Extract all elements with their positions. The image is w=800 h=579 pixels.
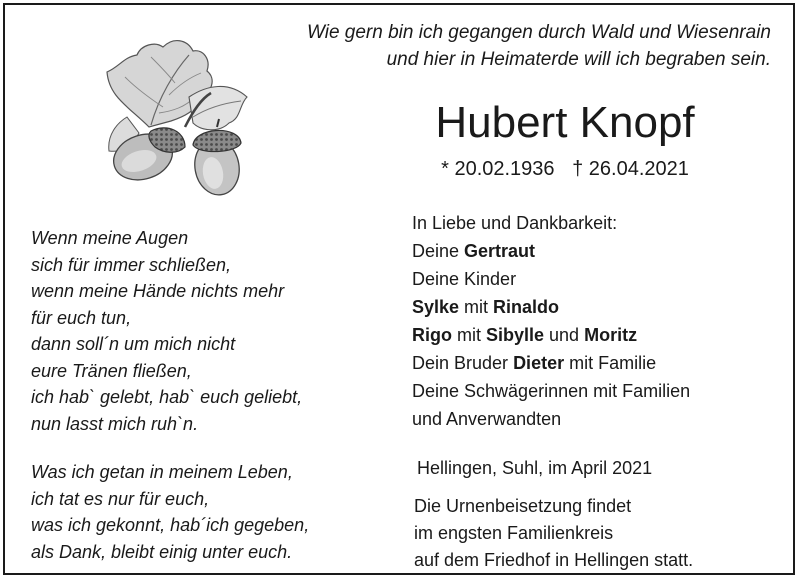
mourner-name: Moritz (584, 325, 638, 345)
burial-notice (414, 493, 794, 574)
mourner-text: Deine (412, 241, 465, 261)
poem-stanza-1 (31, 225, 391, 437)
poem-line: wenn meine Hände nichts mehr (31, 281, 285, 301)
mourner-line: Deine Kinder (412, 269, 517, 289)
mourner-line (412, 293, 792, 321)
birth-date: * 20.02.1936 (441, 158, 555, 180)
poem-line: ich tat es nur für euch, (31, 488, 210, 509)
motto-line: Wie gern bin ich gegangen durch Wald und Wiesenrain (306, 22, 771, 43)
poem-line: Was ich getan in meinem Leben, (31, 462, 293, 482)
mourner-line: Deine Schwägerinnen mit Familien (412, 381, 691, 401)
poem-line: für euch tun, (31, 307, 132, 328)
mourner-line: und Anverwandten (412, 409, 562, 429)
poem-line: sich für immer schließen, (31, 254, 232, 275)
mourner-name: Sibylle (486, 325, 545, 345)
mourner-line (412, 349, 792, 377)
poem-line: was ich gekonnt, hab´ich gegeben, (31, 515, 310, 535)
mourner-name: Gertraut (464, 241, 536, 261)
mourners-list (412, 209, 792, 433)
poem-line: Wenn meine Augen (31, 228, 189, 248)
poem-line: dann soll´n um mich nicht (31, 334, 236, 354)
place-date: Hellingen, Suhl, im April 2021 (417, 458, 653, 478)
mourner-text: mit (459, 297, 494, 317)
burial-line: im engsten Familienkreis (414, 523, 614, 543)
burial-line: auf dem Friedhof in Hellingen statt. (414, 550, 694, 570)
mourner-text: mit (452, 325, 486, 345)
life-dates (365, 155, 765, 183)
obituary-notice (3, 3, 795, 575)
burial-line: Die Urnenbeisetzung findet (414, 496, 632, 516)
death-date: † 26.04.2021 (572, 158, 689, 180)
mourner-name: Rigo (412, 325, 452, 345)
mourner-name: Dieter (513, 353, 565, 373)
motto-verse (211, 19, 771, 73)
mourner-text: mit Familie (564, 353, 657, 373)
mourners-intro: In Liebe und Dankbarkeit: (412, 213, 618, 233)
mourner-line (412, 237, 792, 265)
poem-stanza-2 (31, 459, 391, 565)
mourner-text: Dein Bruder (412, 353, 514, 373)
mourner-name: Sylke (412, 297, 460, 317)
mourner-text: und (544, 325, 585, 345)
oak-leaves-acorns-icon (89, 27, 259, 197)
deceased-name: Hubert Knopf (435, 98, 695, 147)
poem-line: eure Tränen fließen, (31, 360, 192, 381)
mourner-line (412, 321, 792, 349)
mourner-name: Rinaldo (493, 297, 560, 317)
poem-line: nun lasst mich ruh`n. (31, 413, 199, 434)
poem-line: als Dank, bleibt einig unter euch. (31, 541, 293, 562)
poem-line: ich hab` gelebt, hab` euch geliebt, (31, 387, 303, 407)
motto-line: und hier in Heimaterde will ich begraben sein. (386, 49, 771, 70)
